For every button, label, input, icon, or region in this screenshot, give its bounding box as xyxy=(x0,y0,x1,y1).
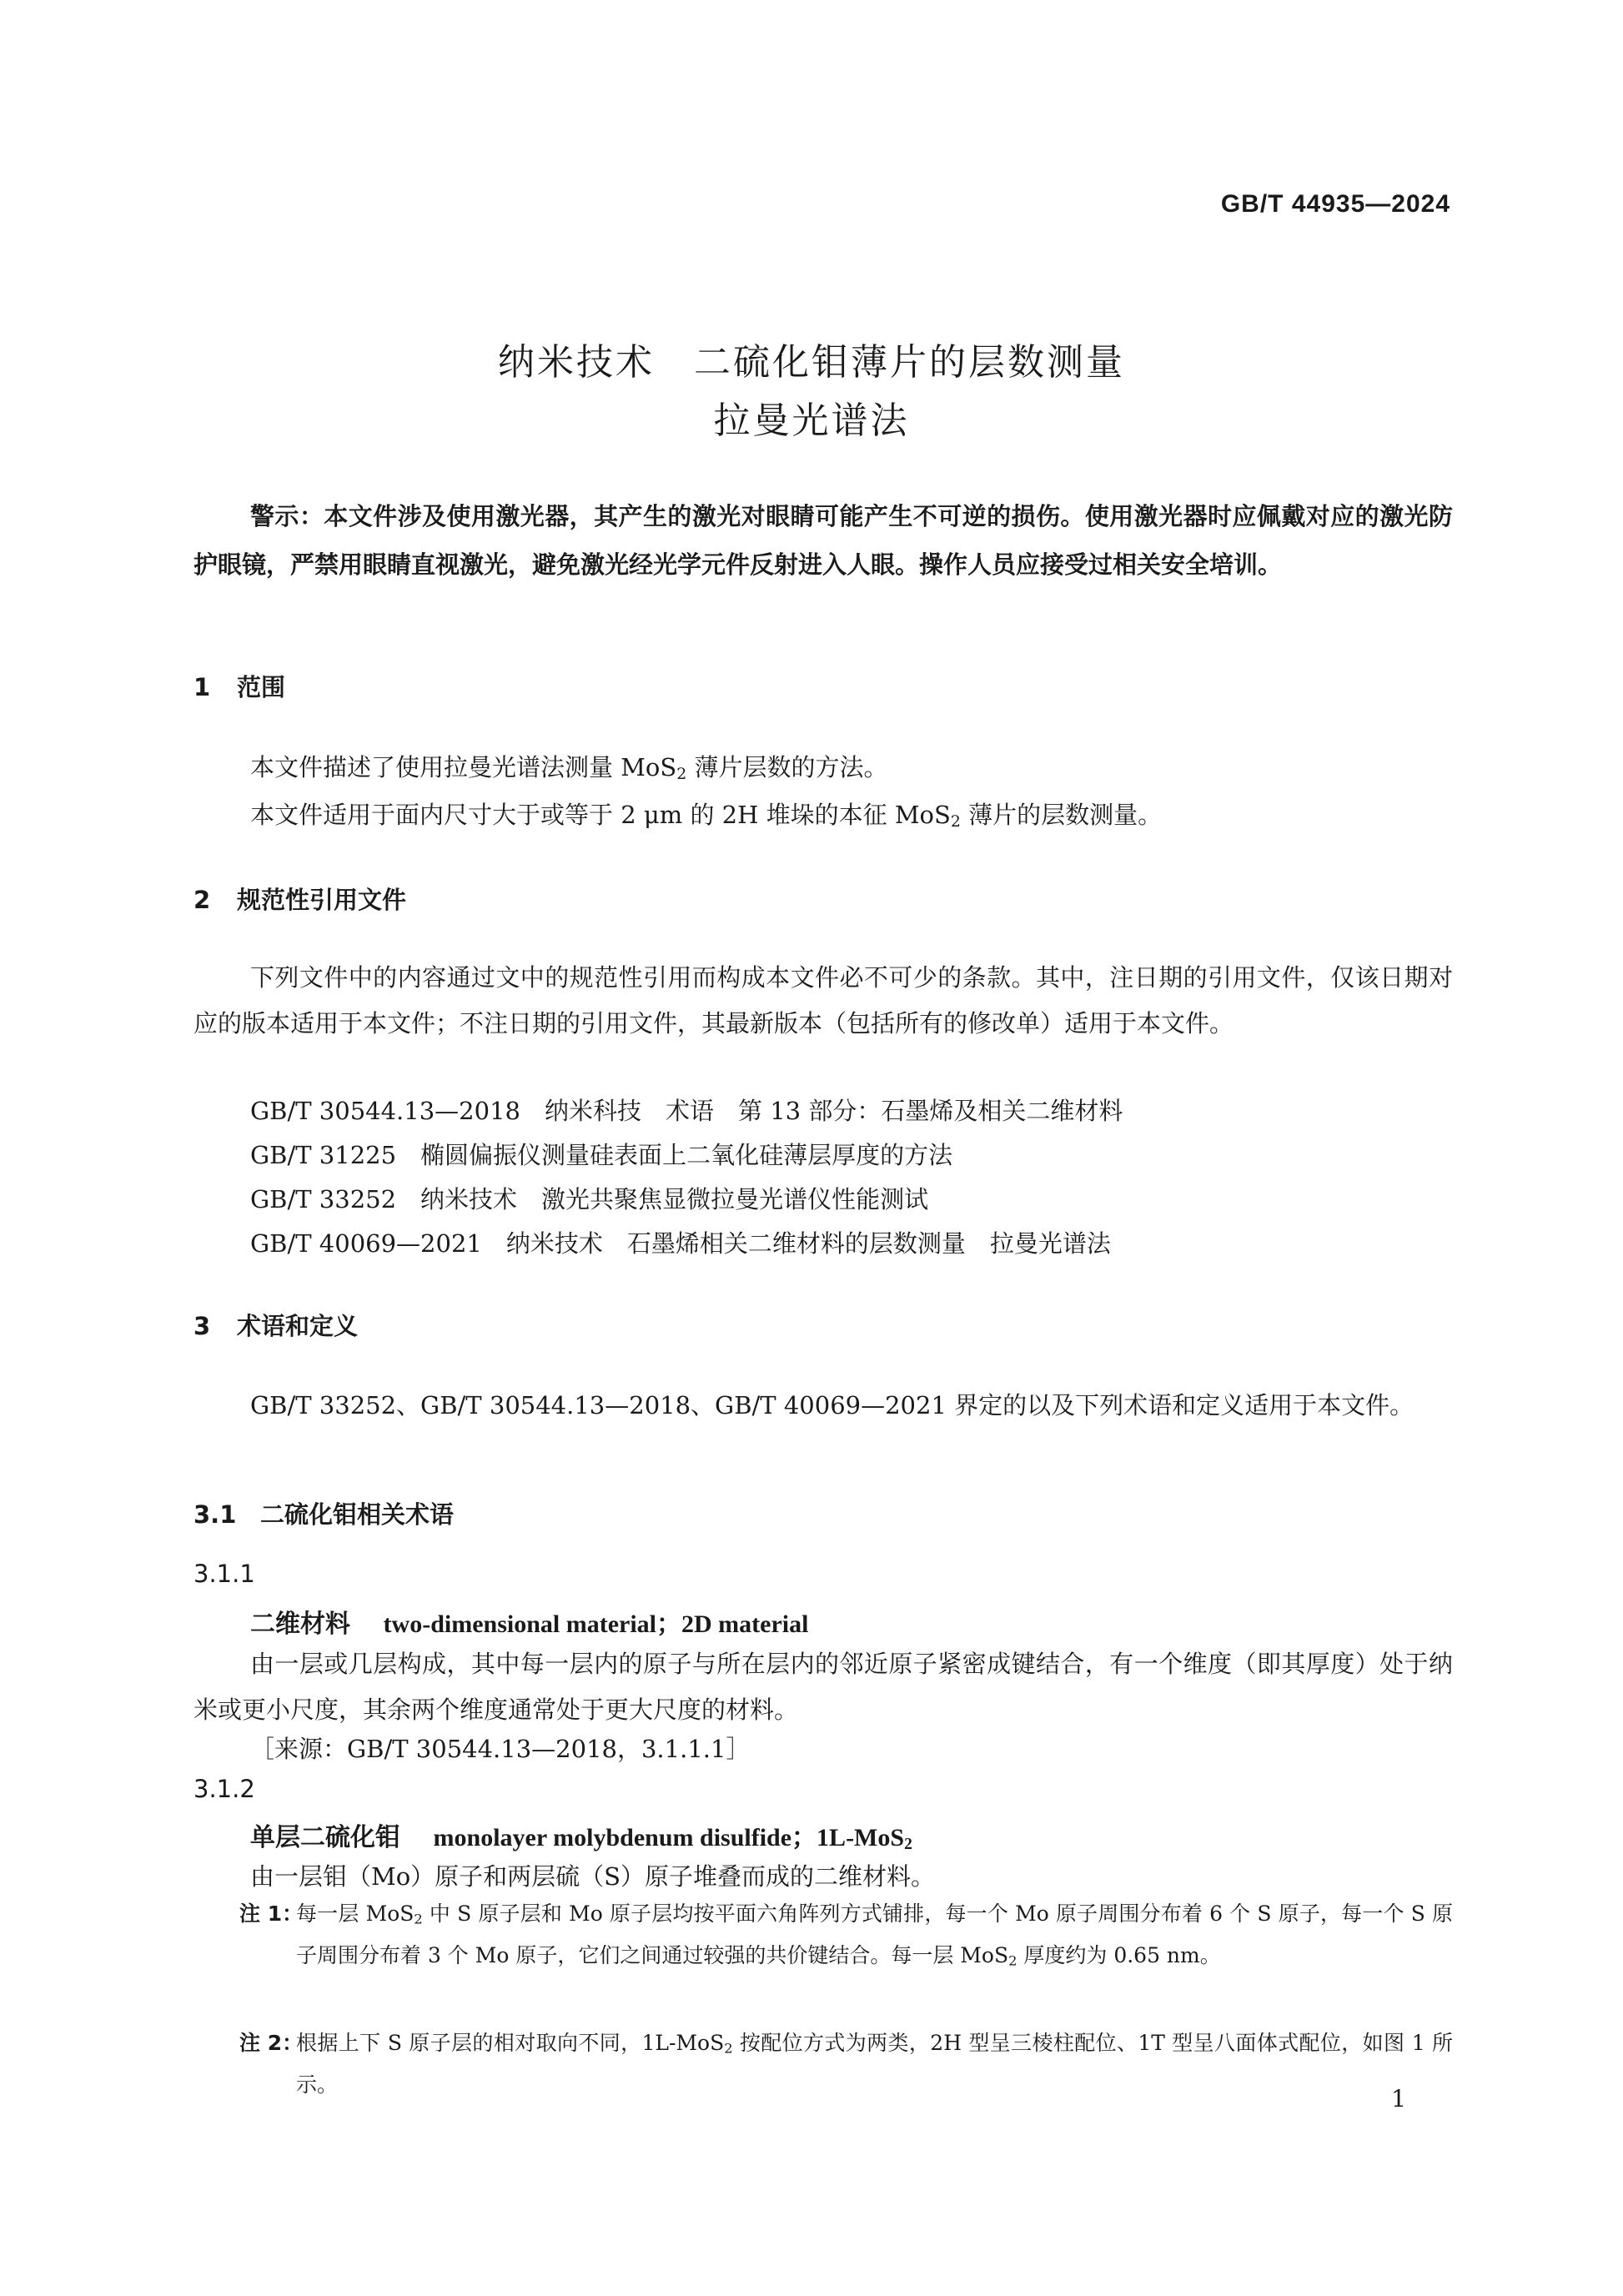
page-number: 1 xyxy=(1391,2085,1406,2113)
text: 薄片层数的方法。 xyxy=(686,753,888,781)
scope-paragraph-2 xyxy=(250,796,1162,831)
subscript: 2 xyxy=(414,1911,423,1927)
subscript: 2 xyxy=(1008,1952,1018,1969)
section-1-heading xyxy=(193,669,285,703)
note-text xyxy=(296,2022,1453,2106)
scope-paragraph-1 xyxy=(250,749,887,783)
subscript: 2 xyxy=(904,1835,912,1853)
title-line-1: 纳米技术 二硫化钼薄片的层数测量 xyxy=(498,341,1125,384)
term-chinese: 单层二硫化钼 xyxy=(250,1823,400,1852)
text: 中 S 原子层和 Mo 原子层均按平面六角阵列方式铺排，每一个 Mo 原子周围分布着 6 个 S 原子，每一个 S 原子周围分布着 3 个 Mo 原子，它们之间通过较强的共价键结合。每一层 MoS xyxy=(296,1902,1453,1967)
subsection-title: 二硫化钼相关术语 xyxy=(260,1500,455,1529)
term-name xyxy=(250,1603,808,1640)
reference-item: GB/T 30544.13—2018 纳米科技 术语 第 13 部分：石墨烯及相关二维材料 xyxy=(250,1097,1123,1125)
text: 本文件描述了使用拉曼光谱法测量 MoS xyxy=(250,753,677,781)
term-english: two-dimensional material；2D material xyxy=(383,1610,809,1638)
section-title: 范围 xyxy=(237,673,286,701)
note-2 xyxy=(239,2022,1453,2106)
standard-code: GB/T 44935—2024 xyxy=(1220,190,1450,218)
title-line-2: 拉曼光谱法 xyxy=(713,399,910,442)
subsection-3-1-heading xyxy=(193,1496,454,1530)
term-definition: 由一层钼（Mo）原子和两层硫（S）原子堆叠而成的二维材料。 xyxy=(250,1862,936,1891)
text: 按配位方式为两类，2H 型呈三棱柱配位、1T 型呈八面体式配位，如图 1 所示。 xyxy=(296,2031,1453,2097)
section-2-heading xyxy=(193,882,406,916)
section-title: 术语和定义 xyxy=(237,1312,359,1340)
text: 薄片的层数测量。 xyxy=(960,801,1163,829)
term-definition: 由一层或几层构成，其中每一层内的原子与所在层内的邻近原子紧密成键结合，有一个维度（即其厚度）处于纳米或更小尺度，其余两个维度通常处于更大尺度的材料。 xyxy=(193,1650,1453,1724)
terms-intro: GB/T 33252、GB/T 30544.13—2018、GB/T 40069—2021 界定的以及下列术语和定义适用于本文件。 xyxy=(250,1391,1414,1419)
term-name xyxy=(250,1816,912,1853)
section-number: 1 xyxy=(193,673,211,701)
subscript: 2 xyxy=(724,2040,733,2057)
text: monolayer molybdenum disulfide；1L-MoS xyxy=(433,1824,905,1851)
term-chinese: 二维材料 xyxy=(250,1610,350,1639)
text: 每一层 MoS xyxy=(296,1902,415,1926)
subscript: 2 xyxy=(676,765,687,783)
section-title: 规范性引用文件 xyxy=(237,886,407,914)
section-number: 2 xyxy=(193,886,211,914)
text: 厚度约为 0.65 nm。 xyxy=(1017,1943,1221,1967)
text: 根据上下 S 原子层的相对取向不同，1L-MoS xyxy=(296,2031,725,2055)
section-3-heading xyxy=(193,1308,358,1342)
normative-refs-intro: 下列文件中的内容通过文中的规范性引用而构成本文件必不可少的条款。其中，注日期的引用文件，仅该日期对应的版本适用于本文件；不注日期的引用文件，其最新版本（包括所有的修改单）适用于本文件。 xyxy=(193,963,1453,1037)
reference-item: GB/T 31225 椭圆偏振仪测量硅表面上二氧化硅薄层厚度的方法 xyxy=(250,1141,953,1169)
note-label: 注 1： xyxy=(239,1902,304,1926)
note-text xyxy=(296,1893,1453,1977)
term-number: 3.1.2 xyxy=(193,1775,255,1803)
reference-item: GB/T 40069—2021 纳米技术 石墨烯相关二维材料的层数测量 拉曼光谱法 xyxy=(250,1229,1111,1258)
text: 本文件适用于面内尺寸大于或等于 2 μm 的 2H 堆垛的本征 MoS xyxy=(250,801,951,829)
term-number: 3.1.1 xyxy=(193,1560,255,1588)
reference-item: GB/T 33252 纳米技术 激光共聚焦显微拉曼光谱仪性能测试 xyxy=(250,1185,929,1213)
term-source: ［来源：GB/T 30544.13—2018，3.1.1.1］ xyxy=(250,1735,751,1763)
note-label: 注 2： xyxy=(239,2031,304,2055)
warning-paragraph: 警示：本文件涉及使用激光器，其产生的激光对眼睛可能产生不可逆的损伤。使用激光器时应佩戴对应的激光防护眼镜，严禁用眼睛直视激光，避免激光经光学元件反射进入人眼。操作人员应接受过相关安全培训。 xyxy=(193,502,1453,579)
subscript: 2 xyxy=(950,812,961,831)
note-1 xyxy=(239,1893,1453,1977)
section-number: 3 xyxy=(193,1312,211,1340)
term-english xyxy=(434,1824,912,1851)
subsection-number: 3.1 xyxy=(193,1500,237,1529)
